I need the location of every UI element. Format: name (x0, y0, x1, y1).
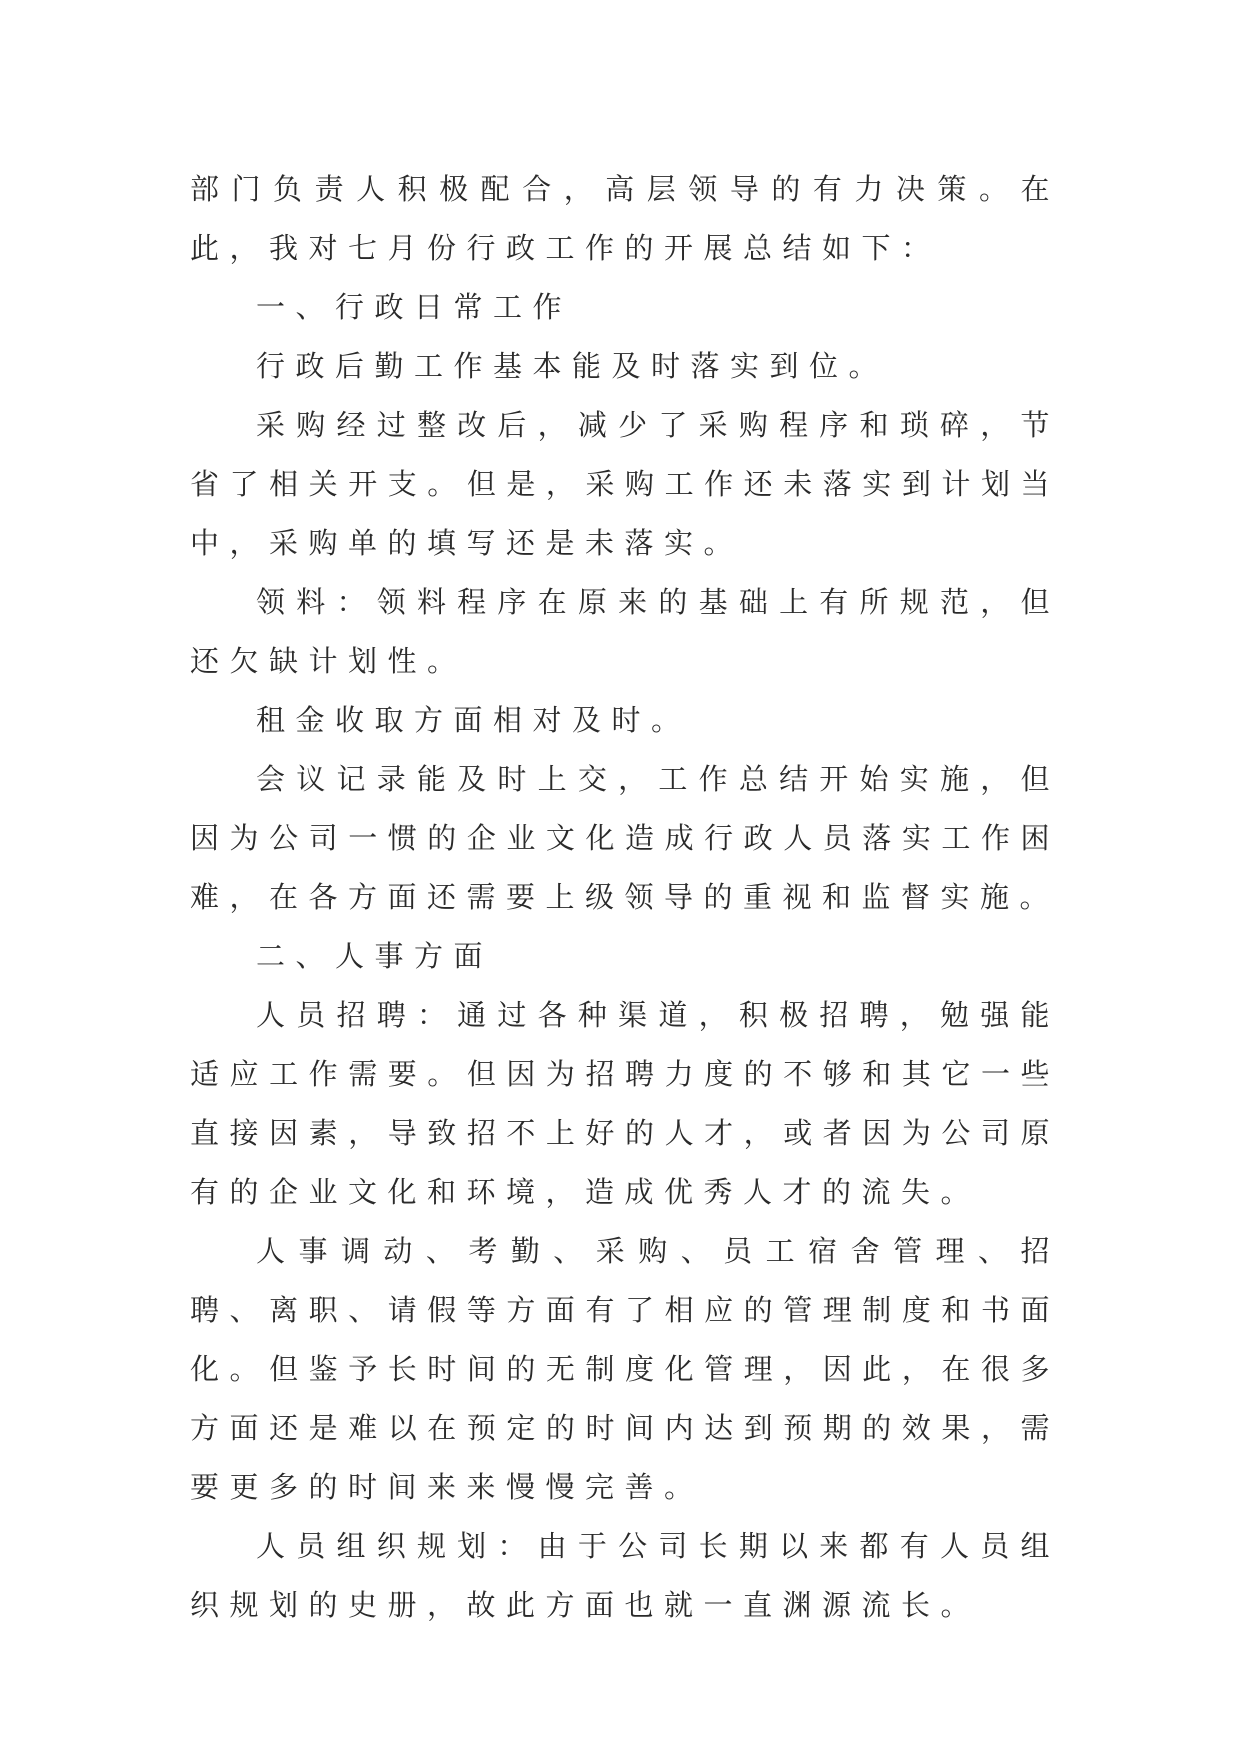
paragraph: 会议记录能及时上交，工作总结开始实施，但因为公司一惯的企业文化造成行政人员落实工作困难，在各方面还需要上级领导的重视和监督实施。 (190, 762, 1060, 914)
paragraph: 人员招聘：通过各种渠道，积极招聘，勉强能适应工作需要。但因为招聘力度的不够和其它一些直接因素，导致招不上好的人才，或者因为公司原有的企业文化和环境，造成优秀人才的流失。 (190, 998, 1060, 1209)
paragraph: 采购经过整改后，减少了采购程序和琐碎，节省了相关开支。但是，采购工作还未落实到计划当中，采购单的填写还是未落实。 (190, 408, 1060, 560)
paragraph: 人事调动、考勤、采购、员工宿舍管理、招聘、离职、请假等方面有了相应的管理制度和书面化。但鉴予长时间的无制度化管理，因此，在很多方面还是难以在预定的时间内达到预期的效果，需要更多的时间来来慢慢完善。 (190, 1234, 1060, 1504)
paragraph: 租金收取方面相对及时。 (256, 703, 691, 737)
paragraph: 领料：领料程序在原来的基础上有所规范，但还欠缺计划性。 (190, 585, 1060, 678)
paragraph: 人员组织规划：由于公司长期以来都有人员组织规划的史册，故此方面也就一直渊源流长。 (190, 1529, 1060, 1622)
paragraph: 部门负责人积极配合，高层领导的有力决策。在此，我对七月份行政工作的开展总结如下： (190, 172, 1060, 265)
section-heading: 一、行政日常工作 (256, 290, 573, 324)
paragraph: 行政后勤工作基本能及时落实到位。 (256, 349, 889, 383)
document-body (190, 160, 1060, 1635)
section-heading: 二、人事方面 (256, 939, 494, 973)
